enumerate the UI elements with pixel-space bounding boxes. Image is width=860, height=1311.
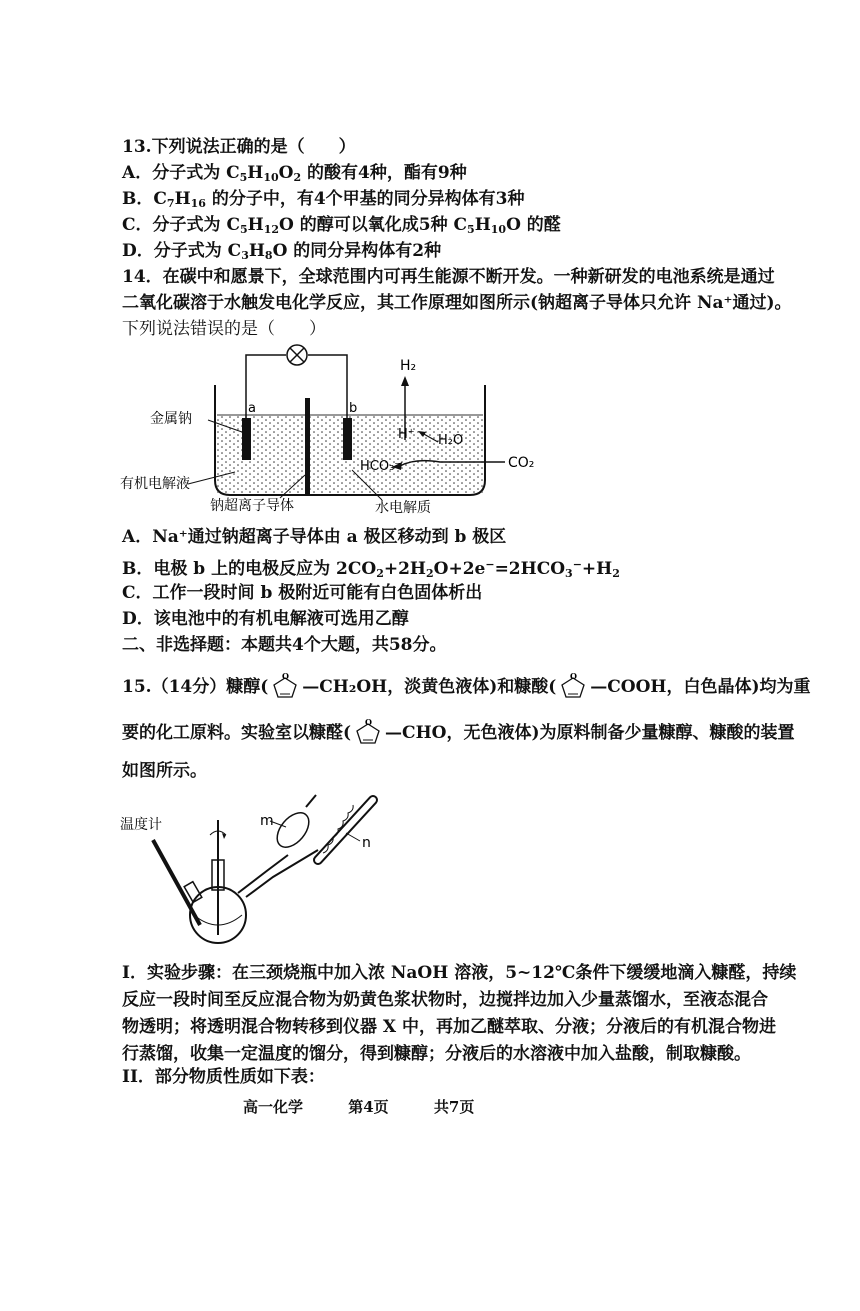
label-hco3: HCO₃⁻: [360, 459, 402, 474]
water-electrolyte-region: [310, 415, 483, 493]
q14-option-a: A．Na⁺通过钠超离子导体由 a 极区移动到 b 极区: [122, 527, 507, 547]
label-b: b: [349, 401, 358, 416]
q15-step-line3: 物透明；将透明混合物转移到仪器 X 中，再加乙醚萃取、分液；分液后的有机混合物进: [122, 1017, 777, 1037]
svg-text:O: O: [365, 718, 373, 727]
q14-option-d: D．该电池中的有机电解液可选用乙醇: [122, 609, 409, 629]
label-organic-electrolyte: 有机电解液: [120, 476, 190, 492]
q14-option-b: B．电极 b 上的电极反应为 $2CO_2+2H_2O+2e^-=2HCO_3^-+H_2$: [122, 558, 620, 580]
footer-subject: 高一化学: [243, 1098, 304, 1116]
label-hplus: H⁺: [398, 427, 415, 442]
q15-step-line1: I．实验步骤：在三颈烧瓶中加入浓 NaOH 溶液，5~12℃条件下缓缓地滴入糠醛，持续: [122, 963, 797, 983]
label-thermometer: 温度计: [120, 817, 162, 833]
footer-page: 第4页: [348, 1098, 389, 1116]
q13-option-c: C．分子式为 $C_5H_{12}O$ 的醇可以氧化成5种 $C_5H_{10}O$ 的醛: [122, 215, 561, 236]
q13-option-b: B．$C_7H_{16}$ 的分子中，有4个甲基的同分异构体有3种: [122, 189, 525, 210]
q14-stem-line2: 二氧化碳溶于水触发电化学反应，其工作原理如图所示(钠超离子导体只允许 Na⁺通过)。: [122, 293, 792, 313]
label-h2: H₂: [400, 358, 417, 374]
battery-diagram: [120, 340, 560, 515]
furan-ring-icon: [351, 718, 385, 746]
footer-total: 共7页: [433, 1098, 475, 1116]
label-conductor: 钠超离子导体: [210, 498, 294, 514]
furan-ring-icon: [556, 672, 590, 700]
q15-line2: 要的化工原料。实验室以糠醛( O —CHO，无色液体)为原料制备少量糠醇、糠酸的装置: [122, 718, 795, 746]
label-na-metal: 金属钠: [150, 411, 192, 427]
svg-text:O: O: [570, 672, 578, 681]
q15-step-line2: 反应一段时间至反应混合物为奶黄色浆状物时，边搅拌边加入少量蒸馏水，至液态混合: [122, 990, 768, 1010]
svg-text:O: O: [282, 672, 290, 681]
label-water-electrolyte: 水电解质: [375, 500, 431, 515]
label-m: m: [260, 813, 274, 829]
page-footer: [243, 1096, 514, 1117]
electrode-a: [242, 418, 251, 460]
electrode-b: [343, 418, 352, 460]
q14-stem-line3: 下列说法错误的是（ ）: [122, 319, 326, 339]
q15-step-line4: 行蒸馏，收集一定温度的馏分，得到糠醇；分液后的水溶液中加入盐酸，制取糠酸。: [122, 1044, 751, 1064]
label-n: n: [362, 835, 371, 851]
q15-line3: 如图所示。: [122, 761, 207, 781]
q14-option-c: C．工作一段时间 b 极附近可能有白色固体析出: [122, 583, 483, 603]
q15-line1: 15.（14分）糠醇( O —CH₂OH，淡黄色液体)和糠酸( O —COOH，白色晶体)均为重: [122, 672, 811, 700]
q13-option-d: D．分子式为 $C_3H_8O$ 的同分异构体有2种: [122, 241, 442, 262]
q15-part2-heading: II．部分物质性质如下表：: [122, 1067, 325, 1087]
label-a: a: [248, 401, 256, 416]
q13-option-a: A．分子式为 $C_5H_{10}O_2$ 的酸有4种，酯有9种: [122, 163, 467, 184]
label-h2o: H₂O: [438, 433, 464, 448]
organic-electrolyte-region: [217, 415, 305, 493]
apparatus-diagram: [118, 785, 418, 955]
dropping-funnel-m: [271, 807, 315, 853]
section-2-heading: 二、非选择题：本题共4个大题，共58分。: [122, 635, 447, 655]
q14-stem-line1: 14．在碳中和愿景下，全球范围内可再生能源不断开发。一种新研发的电池系统是通过: [122, 267, 775, 287]
furan-ring-icon: [268, 672, 302, 700]
na-superionic-conductor: [305, 398, 310, 495]
q13-stem: 13.下列说法正确的是（ ）: [122, 137, 356, 157]
label-co2: CO₂: [508, 455, 535, 471]
